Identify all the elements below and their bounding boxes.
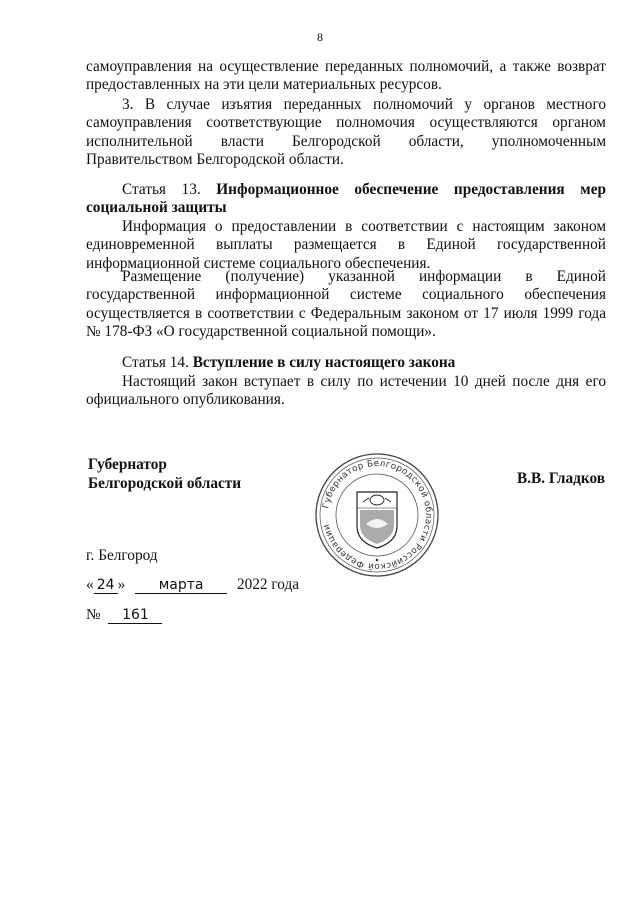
date-month: марта [135,578,227,594]
position-line-2: Белгородской области [88,475,242,492]
page-number: 8 [317,30,323,44]
paragraph-clause-3: 3. В случае изъятия переданных полномочий у органов местного самоуправления соответствующие полномочия осуществляются органом исполнительной власти Белгородской области, уполномоченным Правительством Белгородской области. [86,96,606,169]
date-day: 24 [94,578,118,594]
date-quote-close: » [117,576,126,593]
signatory-position [88,455,241,493]
article-14-heading [86,354,606,372]
paragraph-continuation: самоуправления на осуществление переданных полномочий, а также возврат предоставленных на эти цели материальных ресурсов. [86,58,606,94]
date-year: 2022 года [236,576,300,593]
law-number [86,606,162,624]
article-14-prefix: Статья 14. [122,354,193,371]
official-seal [314,452,440,578]
position-line-1: Губернатор [88,456,167,473]
paragraph-entry-into-force: Настоящий закон вступает в силу по истечении 10 дней после дня его официального опубликования. [86,373,606,409]
number-label: № [86,606,101,623]
signatory-name: В.В. Гладков [517,470,605,487]
coat-of-arms-icon [357,492,397,561]
article-13-prefix: Статья 13. [122,181,217,198]
number-value: 161 [108,608,162,624]
paragraph-information: Информация о предоставлении в соответствии с настоящим законом единовременной выплаты размещается в Единой государственной информационной системе социального обеспечения. [86,218,606,272]
city-label: г. Белгород [86,547,158,564]
date-quote-open: « [86,576,94,593]
paragraph-placement: Размещение (получение) указанной информации в Единой государственной информационной системе социального обеспечения осуществляется в соответствии с Федеральным законом от 17 июля 1999 года № 178-ФЗ «О государственной социальной помощи». [86,268,606,341]
signing-date [86,576,299,594]
article-14-title: Вступление в силу настоящего закона [192,354,456,371]
seal-text: Губернатор Белгородской области Российской Федерации [321,458,434,572]
article-13-heading [86,181,606,218]
article-13-title: Информационное обеспечение предоставления мер социальной защиты [86,181,606,217]
